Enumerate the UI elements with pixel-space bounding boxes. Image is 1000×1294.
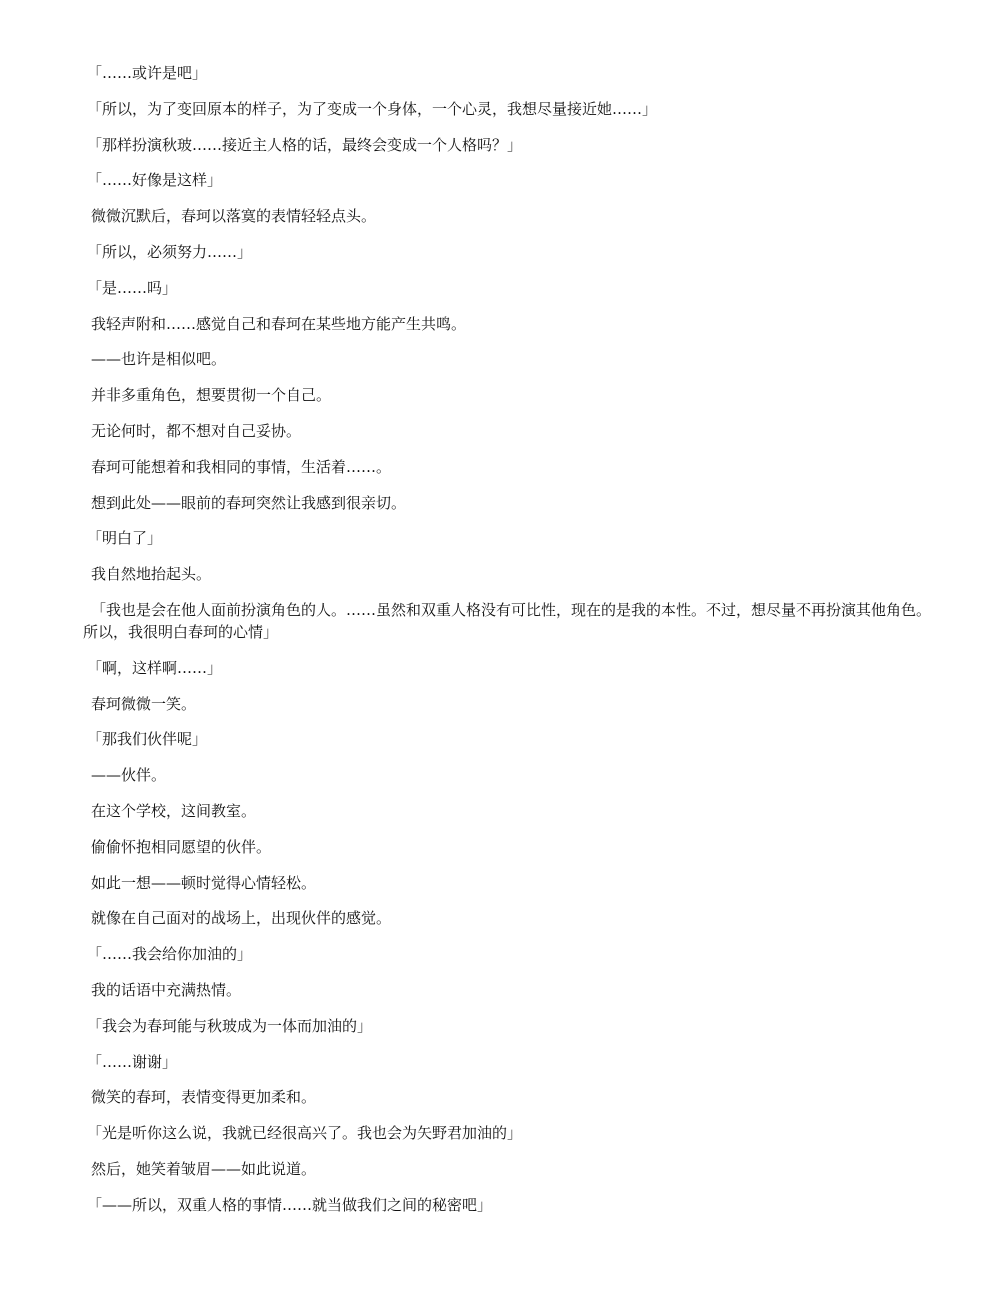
paragraph: 春珂可能想着和我相同的事情，生活着……。 — [91, 457, 392, 476]
paragraph: 我的话语中充满热情。 — [91, 980, 242, 999]
paragraph: 然后，她笑着皱眉——如此说道。 — [91, 1159, 317, 1178]
paragraph: 「所以，必须努力……」 — [87, 242, 253, 261]
text-body — [83, 62, 951, 1230]
paragraph: 微笑的春珂，表情变得更加柔和。 — [91, 1088, 317, 1107]
paragraph: 我轻声附和……感觉自己和春珂在某些地方能产生共鸣。 — [91, 314, 467, 333]
paragraph: 「……我会给你加油的」 — [87, 945, 253, 964]
paragraph: 「……好像是这样」 — [87, 171, 223, 190]
paragraph: 如此一想——顿时觉得心情轻松。 — [91, 873, 317, 892]
paragraph: 「啊，这样啊……」 — [87, 658, 223, 677]
paragraph: 在这个学校，这间教室。 — [91, 801, 257, 820]
paragraph: 「我也是会在他人面前扮演角色的人。……虽然和双重人格没有可比性，现在的是我的本性。不过，想尽量不再扮演其他角色。所以，我很明白春珂的心情」 — [83, 600, 932, 641]
paragraph: 「那样扮演秋玻……接近主人格的话，最终会变成一个人格吗？」 — [87, 135, 523, 154]
paragraph: 「……或许是吧」 — [87, 64, 208, 82]
paragraph: 「我会为春珂能与秋玻成为一体而加油的」 — [87, 1016, 373, 1035]
paragraph: ——也许是相似吧。 — [91, 350, 227, 369]
paragraph: 我自然地抬起头。 — [91, 565, 212, 584]
paragraph: 微微沉默后，春珂以落寞的表情轻轻点头。 — [91, 207, 377, 226]
paragraph: 「所以，为了变回原本的样子，为了变成一个身体，一个心灵，我想尽量接近她……」 — [87, 99, 658, 118]
paragraph: 就像在自己面对的战场上，出现伙伴的感觉。 — [91, 909, 392, 928]
paragraph: 「明白了」 — [87, 529, 163, 548]
paragraph: 偷偷怀抱相同愿望的伙伴。 — [91, 837, 272, 856]
paragraph: 无论何时，都不想对自己妥协。 — [91, 421, 302, 440]
paragraph: 「那我们伙伴呢」 — [87, 730, 208, 749]
paragraph: 「——所以，双重人格的事情……就当做我们之间的秘密吧」 — [87, 1195, 493, 1214]
paragraph: ——伙伴。 — [91, 766, 167, 785]
paragraph: 「光是听你这么说，我就已经很高兴了。我也会为矢野君加油的」 — [87, 1124, 523, 1143]
paragraph: 并非多重角色，想要贯彻一个自己。 — [91, 386, 332, 405]
paragraph: 想到此处——眼前的春珂突然让我感到很亲切。 — [91, 493, 407, 512]
paragraph: 「……谢谢」 — [87, 1052, 178, 1071]
paragraph: 春珂微微一笑。 — [91, 694, 197, 713]
paragraph: 「是……吗」 — [87, 278, 178, 297]
